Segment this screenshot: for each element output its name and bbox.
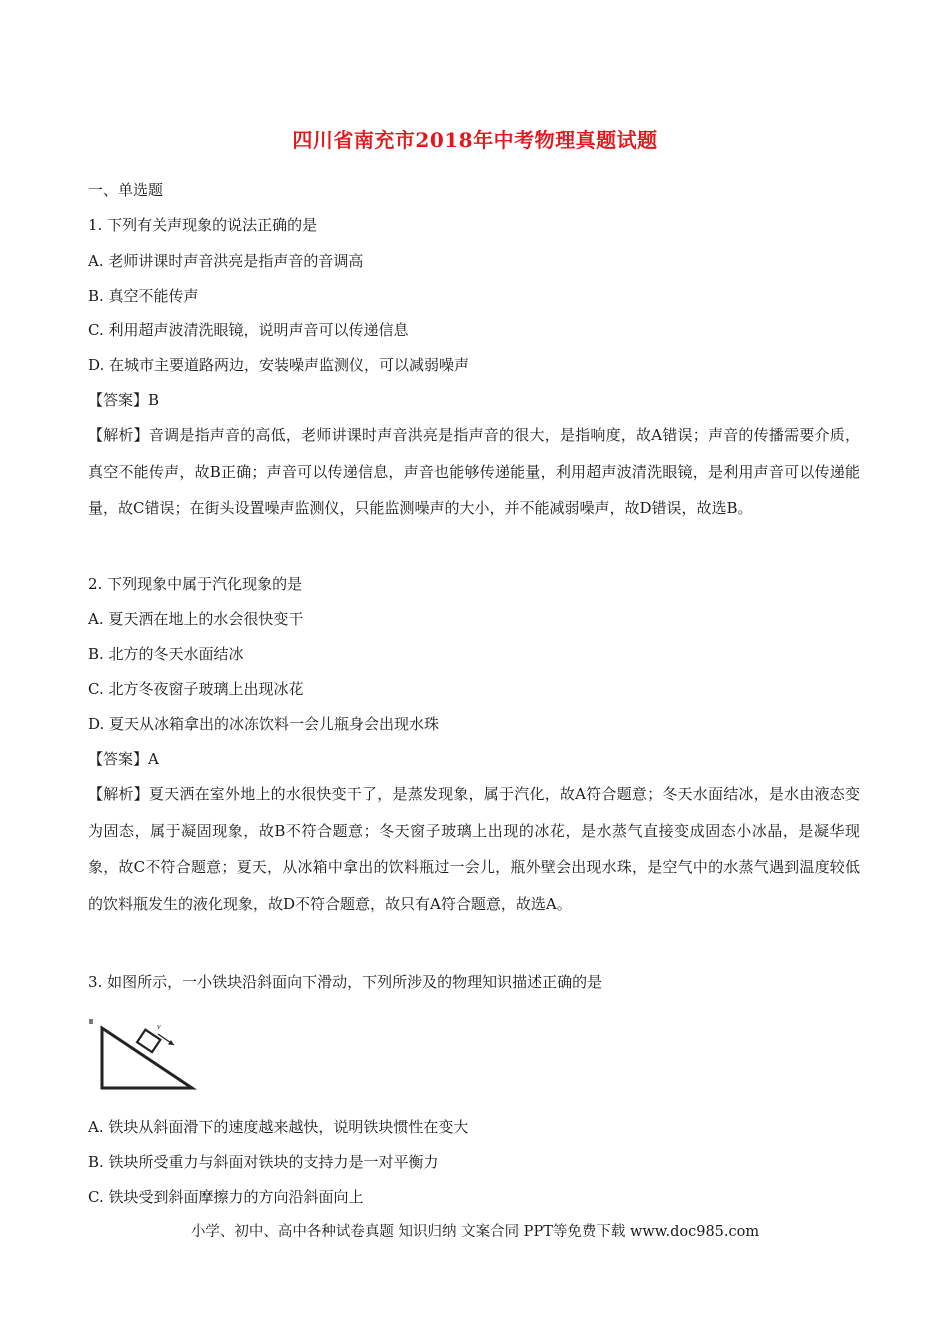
question-1-option-b: B. 真空不能传声 — [88, 287, 199, 305]
figure-mark — [90, 1019, 92, 1024]
question-1-stem: 1. 下列有关声现象的说法正确的是 — [88, 216, 318, 234]
question-1-option-a: A. 老师讲课时声音洪亮是指声音的音调高 — [88, 252, 364, 270]
iron-block — [137, 1030, 160, 1052]
question-1-option-c: C. 利用超声波清洗眼镜，说明声音可以传递信息 — [88, 321, 409, 339]
section-heading: 一、单选题 — [88, 181, 164, 199]
question-1-option-d: D. 在城市主要道路两边，安装噪声监测仪，可以减弱噪声 — [88, 356, 470, 374]
question-2-option-d: D. 夏天从冰箱拿出的冰冻饮料一会儿瓶身会出现水珠 — [88, 715, 440, 733]
page-footer: 小学、初中、高中各种试卷真题 知识归纳 文案合同 PPT等免费下载 www.doc985.com — [190, 1224, 760, 1240]
question-2-option-a: A. 夏天洒在地上的水会很快变干 — [88, 610, 304, 628]
question-3-option-b: B. 铁块所受重力与斜面对铁块的支持力是一对平衡力 — [88, 1153, 439, 1171]
velocity-label: v — [157, 1022, 161, 1031]
question-2-option-b: B. 北方的冬天水面结冰 — [88, 645, 244, 663]
question-2-option-c: C. 北方冬夜窗子玻璃上出现冰花 — [88, 680, 304, 698]
question-3-option-c: C. 铁块受到斜面摩擦力的方向沿斜面向上 — [88, 1188, 364, 1206]
question-1-analysis: 【解析】音调是指声音的高低，老师讲课时声音洪亮是指声音的很大，是指响度，故A错误；声音的传播需要介质，真空不能传声，故B正确；声音可以传递信息，声音也能够传递能量，利用超声波清洗眼镜，是利用声音可以传递能量，故C错误；在街头设置噪声监测仪，只能监测噪声的大小，并不能减弱噪声，故D错误，故选B。 — [88, 426, 860, 517]
incline-figure — [88, 1016, 198, 1094]
document-title: 四川省南充市2018年中考物理真题试题 — [292, 128, 658, 152]
question-2-answer: 【答案】A — [88, 750, 159, 768]
question-2-stem: 2. 下列现象中属于汽化现象的是 — [88, 575, 303, 593]
question-3-option-a: A. 铁块从斜面滑下的速度越来越快，说明铁块惯性在变大 — [88, 1118, 469, 1136]
question-1-answer: 【答案】B — [88, 391, 160, 409]
question-3-stem: 3. 如图所示，一小铁块沿斜面向下滑动，下列所涉及的物理知识描述正确的是 — [88, 973, 603, 991]
question-2-analysis: 【解析】夏天洒在室外地上的水很快变干了，是蒸发现象，属于汽化，故A符合题意；冬天水面结冰，是水由液态变为固态，属于凝固现象，故B不符合题意；冬天窗子玻璃上出现的冰花，是水蒸气直接变成固态小冰晶，是凝华现象，故C不符合题意；夏天，从冰箱中拿出的饮料瓶过一会儿，瓶外壁会出现水珠，是空气中的水蒸气遇到温度较低的饮料瓶发生的液化现象，故D不符合题意，故只有A符合题意，故选A。 — [88, 785, 860, 913]
